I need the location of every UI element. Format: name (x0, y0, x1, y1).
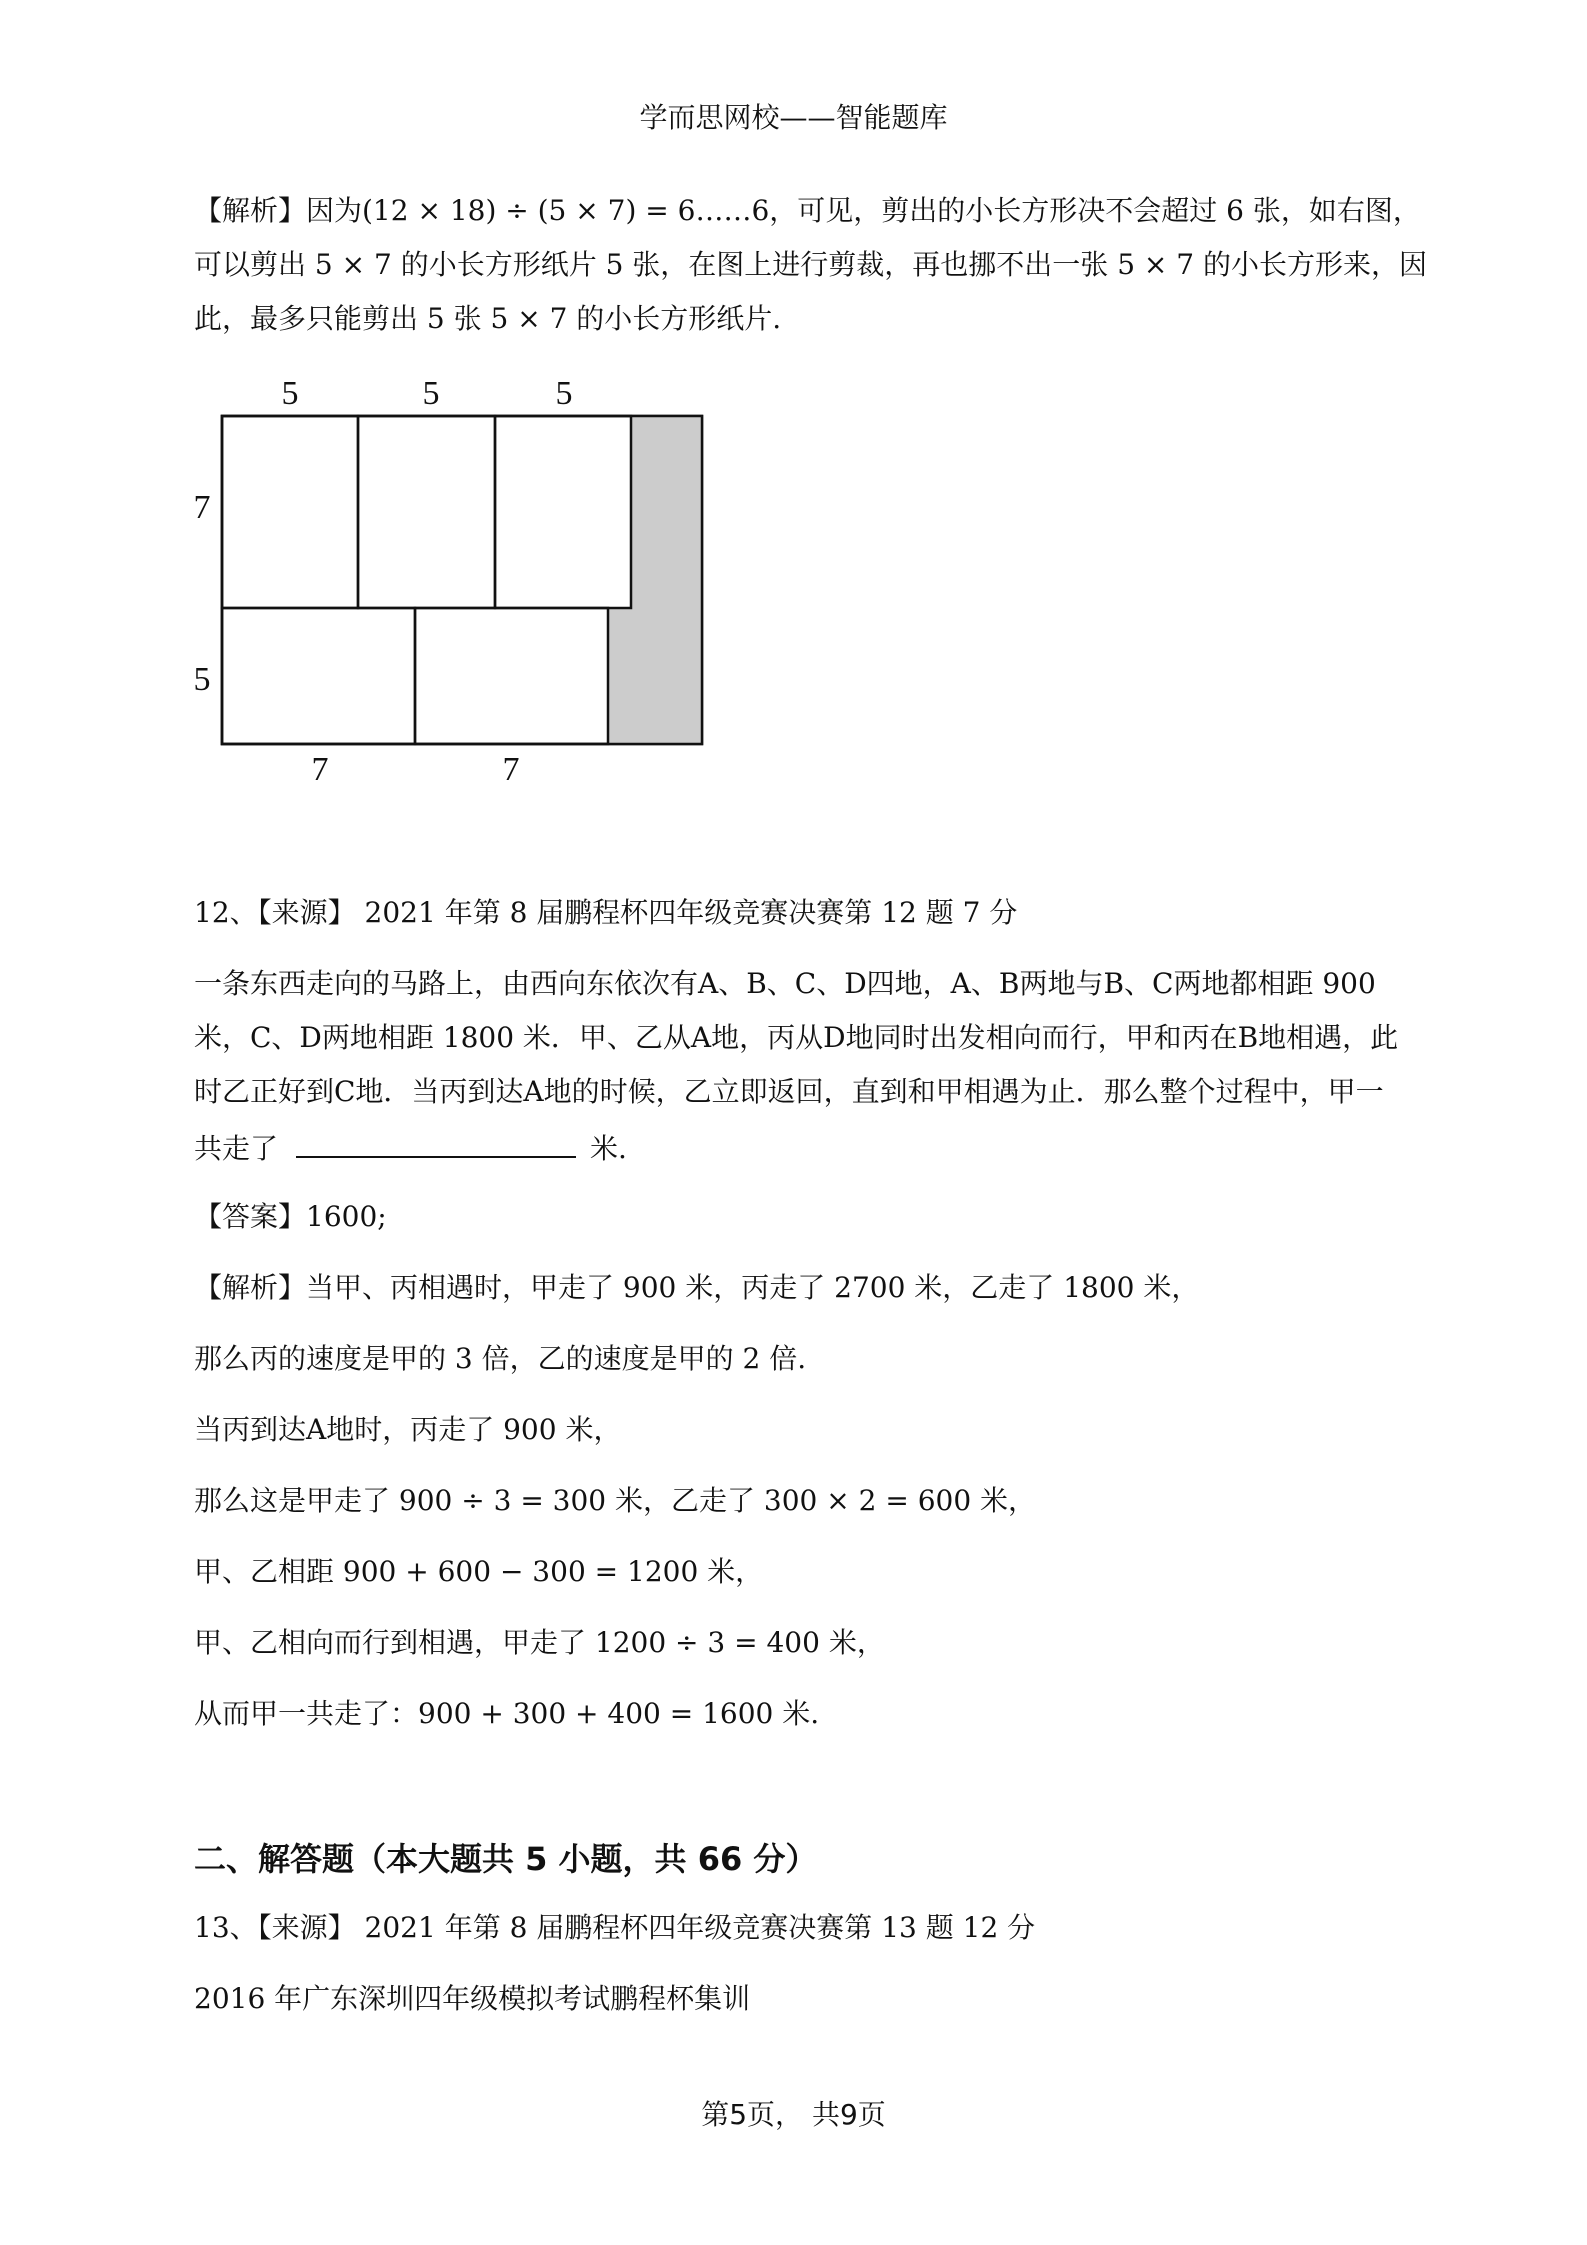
q12-analysis-line-4: 那么这是甲走了 900 ÷ 3 = 300 米，乙走了 300 × 2 = 600 米， (194, 1484, 1037, 1517)
q13-line-2: 2016 年广东深圳四年级模拟考试鹏程杯集训 (194, 1982, 751, 2015)
q12-analysis-line-7: 从而甲一共走了：900 + 300 + 400 = 1600 米. (194, 1697, 820, 1730)
analysis-11-line-2: 可以剪出 5 × 7 的小长方形纸片 5 张，在图上进行剪裁，再也挪不出一张 5 × 7 的小长方形来，因 (194, 248, 1428, 281)
analysis-11-line-3: 此，最多只能剪出 5 张 5 × 7 的小长方形纸片. (194, 302, 782, 335)
top-piece-3 (495, 416, 631, 608)
left-label-2: 5 (193, 661, 211, 698)
top-label-3: 5 (555, 375, 573, 412)
q12-line-4 (194, 1126, 627, 1169)
q12-line-4-prefix: 共走了 (194, 1132, 279, 1165)
q12-line-1: 一条东西走向的马路上，由西向东依次有A、B、C、D四地，A、B两地与B、C两地都相距 900 (194, 967, 1376, 1000)
bottom-label-1: 7 (311, 751, 329, 788)
leftover-shaded-region (608, 416, 702, 744)
bottom-piece-1 (222, 608, 415, 744)
q12-analysis-line-1: 【解析】当甲、丙相遇时，甲走了 900 米，丙走了 2700 米，乙走了 1800 米， (194, 1271, 1200, 1304)
q12-line-2: 米，C、D两地相距 1800 米．甲、乙从A地，丙从D地同时出发相向而行，甲和丙在B地相遇，此 (194, 1021, 1399, 1054)
top-label-1: 5 (281, 375, 299, 412)
analysis-11-line-1: 【解析】因为(12 × 18) ÷ (5 × 7) = 6……6，可见，剪出的小长方形决不会超过 6 张，如右图， (194, 194, 1421, 227)
bottom-piece-2 (415, 608, 608, 744)
q12-line-3: 时乙正好到C地．当丙到达A地的时候，乙立即返回，直到和甲相遇为止．那么整个过程中，甲一 (194, 1075, 1384, 1108)
top-label-2: 5 (422, 375, 440, 412)
page-footer: 第5页， 共9页 (701, 2098, 886, 2131)
q12-analysis-line-6: 甲、乙相向而行到相遇，甲走了 1200 ÷ 3 = 400 米， (194, 1626, 885, 1659)
rectangle-cutting-diagram (180, 360, 720, 800)
left-label-1: 7 (193, 489, 211, 526)
top-piece-1 (222, 416, 358, 608)
top-piece-2 (358, 416, 495, 608)
answer-blank[interactable] (296, 1126, 576, 1158)
q12-analysis-line-5: 甲、乙相距 900 + 600 − 300 = 1200 米， (194, 1555, 764, 1588)
bottom-label-2: 7 (502, 751, 520, 788)
q12-source: 12、【来源】 2021 年第 8 届鹏程杯四年级竞赛决赛第 12 题 7 分 (194, 896, 1018, 929)
page-header: 学而思网校——智能题库 (639, 101, 948, 134)
q12-analysis-line-3: 当丙到达A地时，丙走了 900 米， (194, 1413, 622, 1446)
q12-line-4-suffix: 米. (590, 1132, 627, 1165)
q13-source: 13、【来源】 2021 年第 8 届鹏程杯四年级竞赛决赛第 13 题 12 分 (194, 1911, 1036, 1944)
q12-analysis-line-2: 那么丙的速度是甲的 3 倍，乙的速度是甲的 2 倍. (194, 1342, 807, 1375)
q12-answer: 【答案】1600; (194, 1200, 387, 1233)
section-2-title: 二、解答题（本大题共 5 小题，共 66 分） (194, 1840, 818, 1878)
